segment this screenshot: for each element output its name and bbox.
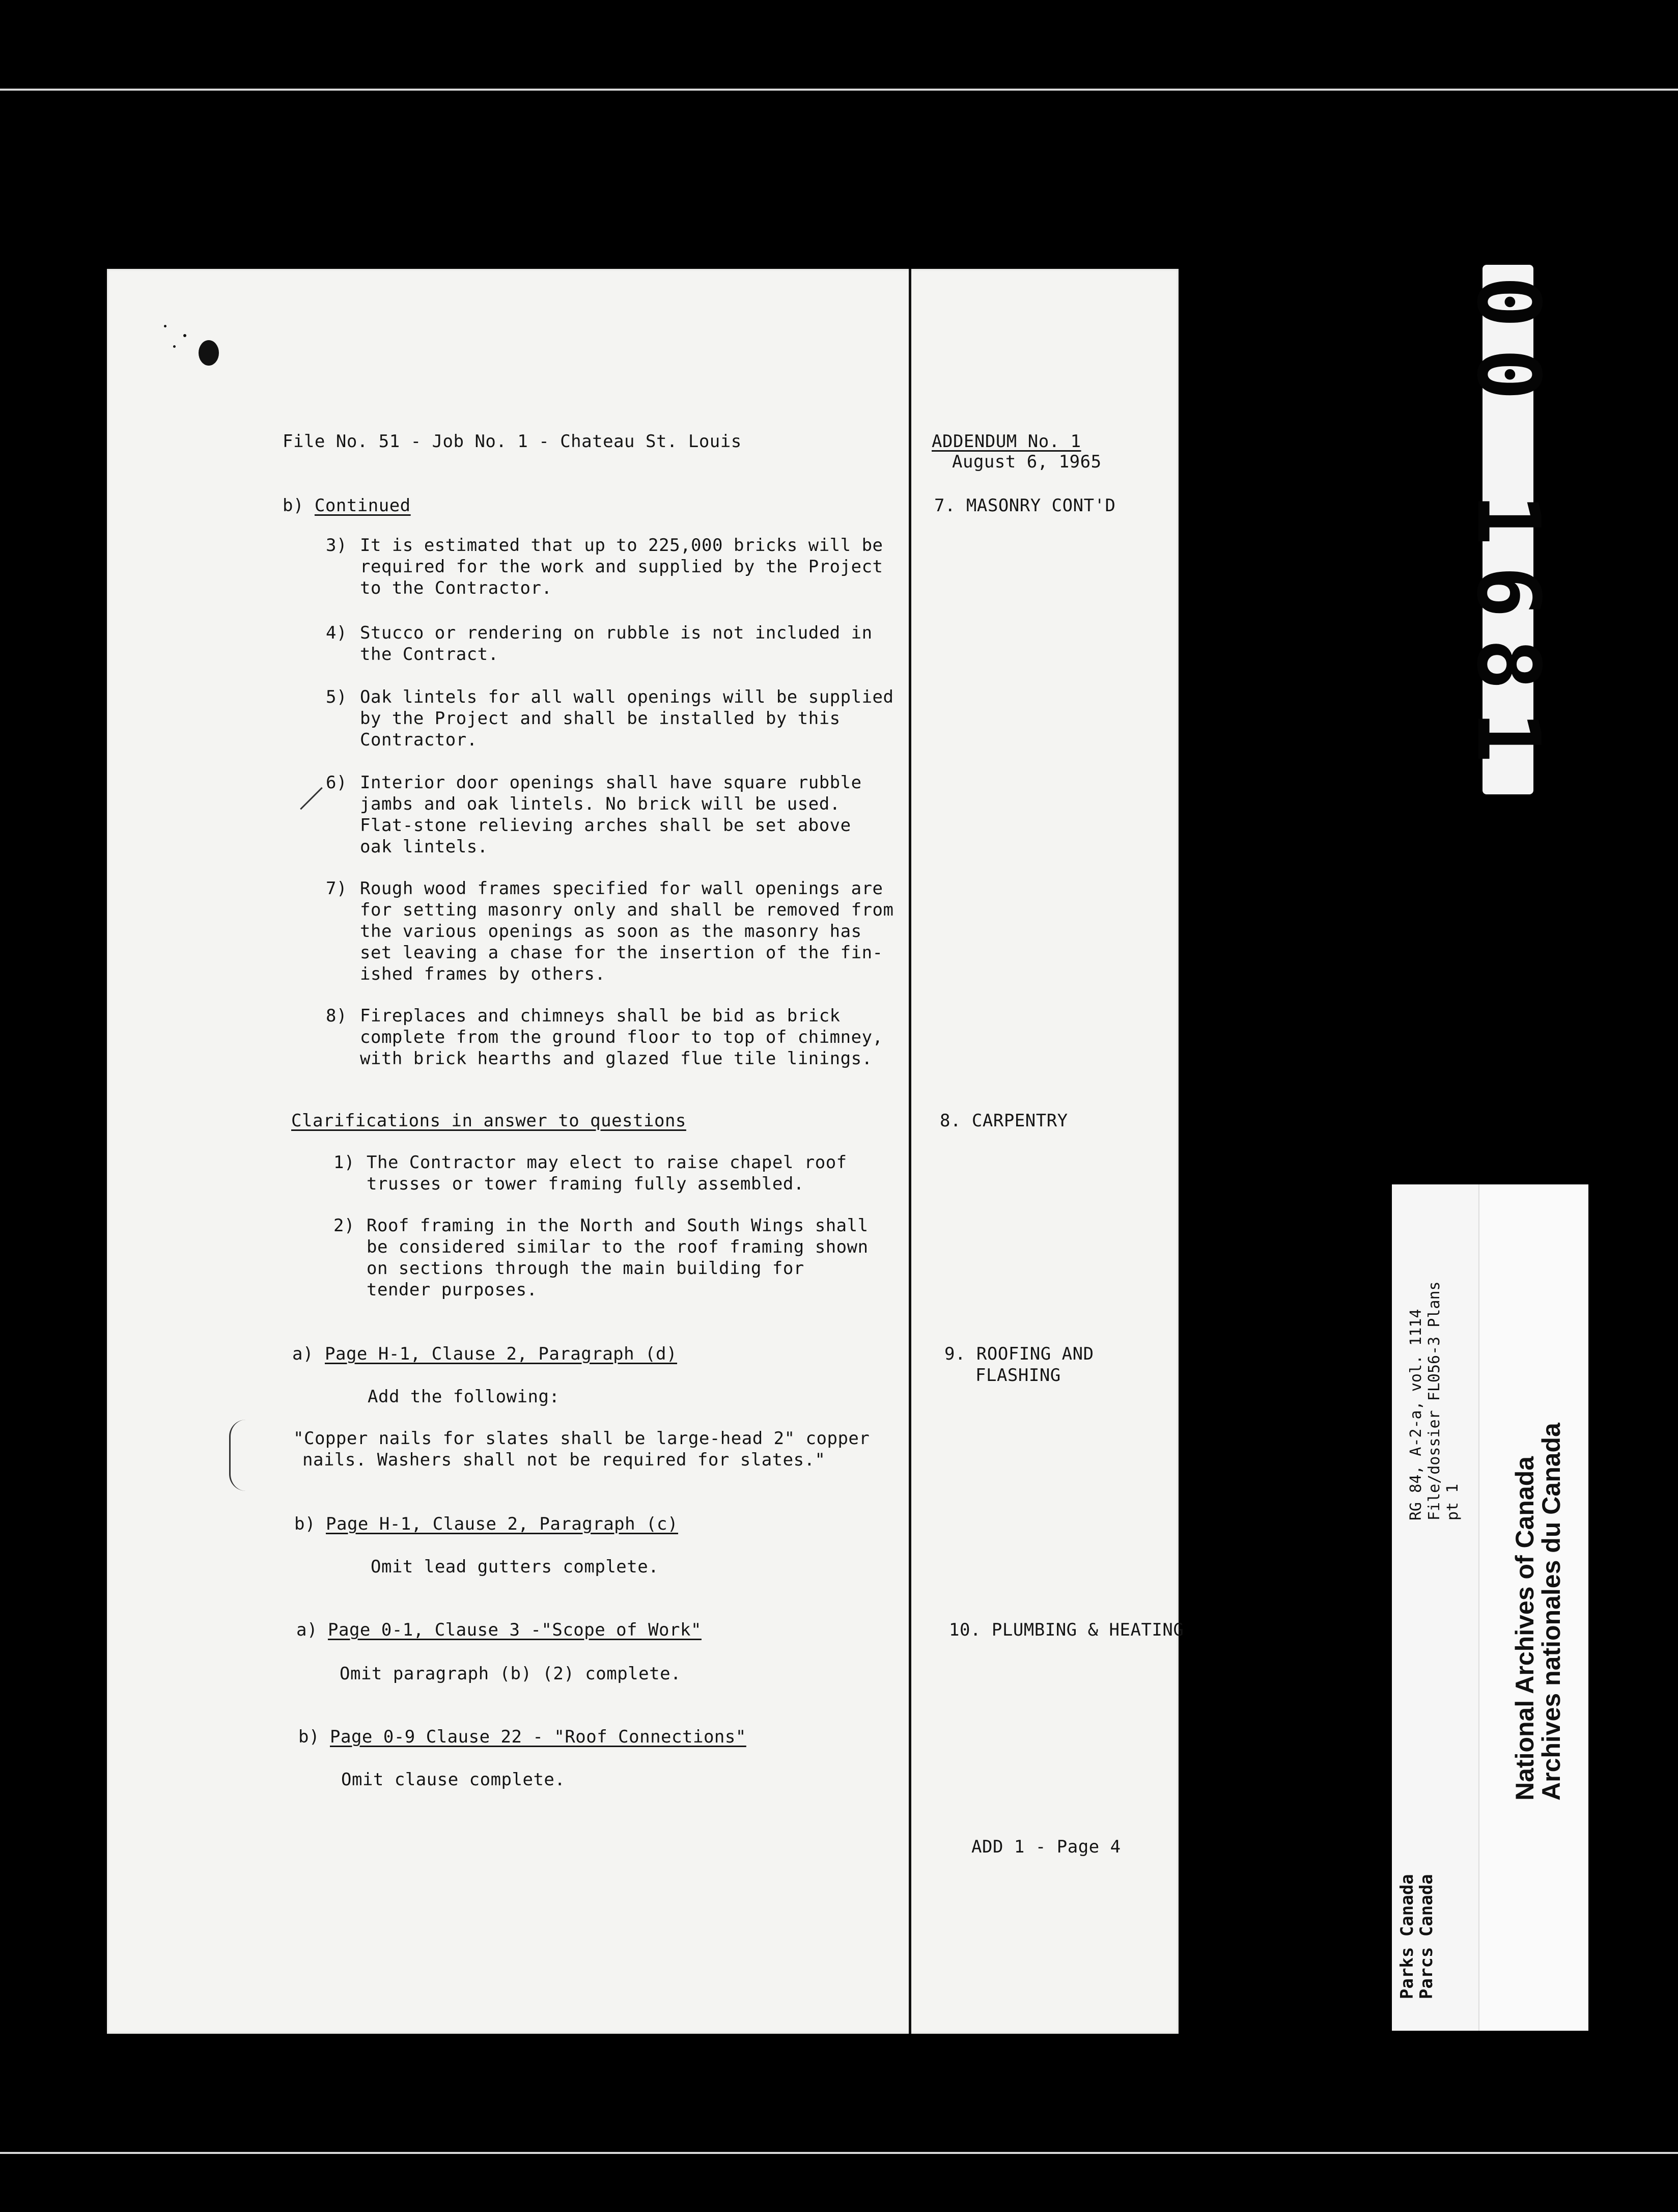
archives-name-en: National Archives of Canada <box>1511 1456 1539 1801</box>
roofing-label-2: FLASHING <box>975 1365 1061 1386</box>
item-line: Interior door openings shall have square rubble <box>360 772 862 793</box>
plumbing-b-prefix: b) <box>298 1727 320 1747</box>
item-number: 3) <box>326 535 347 556</box>
item-line: Rough wood frames specified for wall openings are <box>360 878 883 899</box>
roofing-b-prefix: b) <box>294 1514 316 1534</box>
plumbing-b-reference: Page 0-9 Clause 22 - "Roof Connections" <box>330 1727 746 1747</box>
item-line: Stucco or rendering on rubble is not included in <box>360 623 873 643</box>
quote-line: "Copper nails for slates shall be large-head 2" copper <box>293 1428 870 1449</box>
masonry-label: 7. MASONRY CONT'D <box>934 495 1116 516</box>
bottom-scan-line <box>0 2152 1678 2154</box>
item-line: Contractor. <box>360 730 478 750</box>
plumbing-a-reference: Page 0-1, Clause 3 -"Scope of Work" <box>328 1620 702 1640</box>
item-line: Oak lintels for all wall openings will be supplied <box>360 687 894 707</box>
continued-word: Continued <box>314 495 411 516</box>
item-line: jambs and oak lintels. No brick will be used. <box>360 794 841 814</box>
item-line: the various openings as soon as the masonry has <box>360 921 862 942</box>
clar-line: be considered similar to the roof framing shown <box>367 1237 869 1257</box>
omit-clause: Omit clause complete. <box>341 1769 566 1790</box>
archive-label <box>1392 1184 1587 2031</box>
ink-blot <box>199 340 219 366</box>
roofing-b-reference: Page H-1, Clause 2, Paragraph (c) <box>326 1514 679 1534</box>
file-line: File No. 51 - Job No. 1 - Chateau St. Louis <box>283 431 742 452</box>
pencil-bracket <box>229 1420 246 1491</box>
clarifications-heading: Clarifications in answer to questions <box>291 1111 686 1131</box>
quote-line: nails. Washers shall not be required for slates." <box>302 1450 826 1470</box>
parks-canada-en: Parks Canada <box>1397 1874 1417 1999</box>
item-line: complete from the ground floor to top of chimney, <box>360 1027 883 1047</box>
item-number: 6) <box>326 772 347 793</box>
ink-speck <box>164 325 166 327</box>
stamp-number: 00 1681 <box>1458 275 1558 784</box>
item-line: by the Project and shall be installed by this <box>360 708 841 729</box>
pencil-tick <box>300 787 323 810</box>
item-number: 5) <box>326 687 347 707</box>
item-number: 4) <box>326 623 347 643</box>
carpentry-label: 8. CARPENTRY <box>940 1111 1068 1131</box>
parks-canada-fr: Parcs Canada <box>1416 1874 1437 1999</box>
item-line: set leaving a chase for the insertion of the fin- <box>360 943 883 963</box>
clar-line: on sections through the main building for <box>367 1258 804 1279</box>
b-continued-text: b) Continued <box>283 495 411 516</box>
item-line: Fireplaces and chimneys shall be bid as brick <box>360 1006 841 1026</box>
roofing-label: 9. ROOFING AND <box>944 1344 1094 1364</box>
add-following: Add the following: <box>368 1387 560 1407</box>
ink-speck <box>173 345 176 348</box>
item-line: for setting masonry only and shall be removed from <box>360 900 894 920</box>
item-line: to the Contractor. <box>360 578 552 598</box>
item-line: the Contract. <box>360 644 499 665</box>
archive-reference-1: RG 84, A-2-a, vol. 1114 <box>1407 1309 1425 1520</box>
omit-paragraph: Omit paragraph (b) (2) complete. <box>340 1664 682 1684</box>
item-line: It is estimated that up to 225,000 bricks will be <box>360 535 883 556</box>
clar-line: trusses or tower framing fully assembled. <box>367 1174 804 1194</box>
clar-number: 1) <box>333 1152 355 1173</box>
item-line: ished frames by others. <box>360 964 606 984</box>
item-line: oak lintels. <box>360 837 488 857</box>
top-scan-line <box>0 89 1678 91</box>
item-line: required for the work and supplied by the Project <box>360 557 883 577</box>
archive-reference-2: File/dossier FL056-3 Plans <box>1425 1281 1443 1520</box>
clar-line: The Contractor may elect to raise chapel roof <box>367 1152 847 1173</box>
item-number: 8) <box>326 1006 347 1026</box>
roofing-a-reference: Page H-1, Clause 2, Paragraph (d) <box>325 1344 678 1364</box>
clar-line: Roof framing in the North and South Wings shall <box>367 1215 869 1236</box>
archive-reference-3: pt 1 <box>1444 1483 1462 1520</box>
item-line: Flat-stone relieving arches shall be set above <box>360 815 851 836</box>
column-divider <box>909 269 911 2034</box>
archives-name-fr: Archives nationales du Canada <box>1537 1423 1565 1801</box>
page-footer: ADD 1 - Page 4 <box>971 1837 1121 1857</box>
addendum-title: ADDENDUM No. 1 <box>932 431 1081 452</box>
frame-number-stamp <box>1458 265 1558 794</box>
plumbing-label: 10. PLUMBING & HEATING <box>949 1620 1184 1640</box>
clar-number: 2) <box>333 1215 355 1236</box>
addendum-date: August 6, 1965 <box>952 452 1102 472</box>
clar-line: tender purposes. <box>367 1280 538 1300</box>
document-page <box>107 269 1184 2034</box>
omit-gutters: Omit lead gutters complete. <box>371 1557 659 1577</box>
roofing-a-prefix: a) <box>292 1344 314 1364</box>
item-number: 7) <box>326 878 347 899</box>
item-line: with brick hearths and glazed flue tile linings. <box>360 1048 873 1069</box>
archives-panel <box>1478 1184 1588 2031</box>
plumbing-a-prefix: a) <box>296 1620 318 1640</box>
ink-speck <box>183 334 186 337</box>
